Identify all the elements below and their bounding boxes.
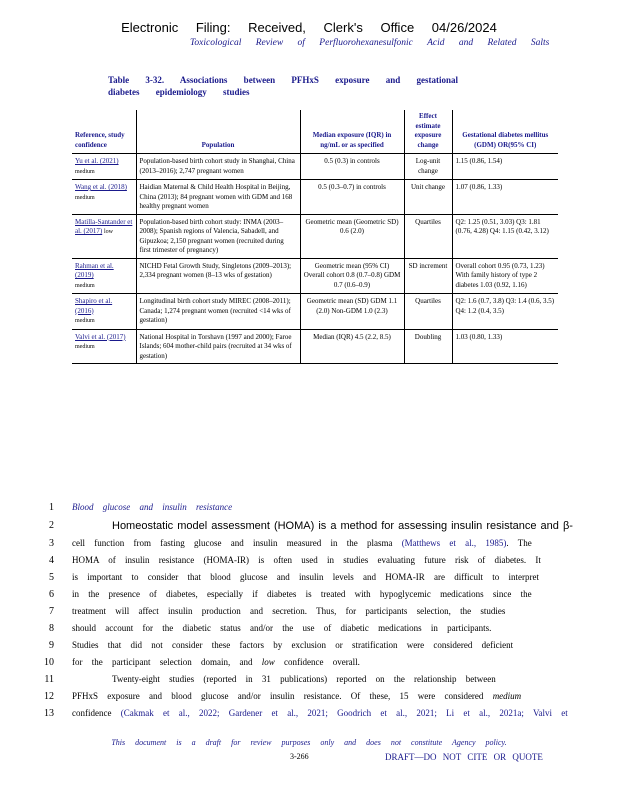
line-text: in the presence of diabetes, especially if diabetes is treated with hypoglycemic medications since the xyxy=(72,589,532,599)
line-text-part: PFHxS exposure and blood glucose and/or insulin resistance. Of these, 15 were considered xyxy=(72,691,484,701)
text-line xyxy=(40,674,580,688)
line-text: is important to consider that blood glucose and insulin levels and HOMA-IR are difficult to interpret xyxy=(72,572,540,582)
line-text-part: confidence overall. xyxy=(283,657,360,667)
table-row xyxy=(72,214,558,258)
confidence-label: medium xyxy=(75,282,95,289)
table-row xyxy=(72,294,558,330)
effect-cell: Log-unit change xyxy=(404,154,452,180)
line-text xyxy=(72,657,360,667)
text-line xyxy=(40,691,580,705)
header-effect: Effect estimate exposure change xyxy=(404,110,452,154)
line-number: 5 xyxy=(49,572,54,583)
reference-link[interactable]: Matilla-Santander et al. (2017) xyxy=(75,217,133,235)
table-caption: Table 3-32. Associations between PFHxS exposure and gestational diabetes epidemiology studies xyxy=(108,75,459,97)
line-number: 2 xyxy=(49,520,54,531)
line-text: Studies that did not consider these factors by exclusion or stratification were considered deficient xyxy=(72,640,514,650)
effect-cell: SD increment xyxy=(404,258,452,294)
reference-link[interactable]: Shapiro et al. (2016) xyxy=(75,297,113,315)
reference-link[interactable]: Valvi et al. (2017) xyxy=(75,332,126,341)
line-number: 7 xyxy=(49,606,54,617)
section-heading: Blood glucose and insulin resistance xyxy=(72,502,233,512)
effect-cell: Quartiles xyxy=(404,294,452,330)
line-number: 12 xyxy=(44,691,54,702)
line-text: should account for the diabetic status and/or the use of diabetic medications in participants. xyxy=(72,623,492,633)
gdm-cell: 1.03 (0.80, 1.33) xyxy=(452,329,558,364)
line-number: 10 xyxy=(44,657,54,668)
confidence-label: medium xyxy=(75,194,95,201)
line-number: 6 xyxy=(49,589,54,600)
text-line xyxy=(40,520,580,534)
line-text xyxy=(72,538,532,548)
draft-notice: DRAFT—DO NOT CITE OR QUOTE xyxy=(385,752,543,762)
population-cell: Longitudinal birth cohort study MIREC (2008–2011); Canada; 1,274 pregnant women (recruited <14 wks of gestation) xyxy=(136,294,300,330)
median-cell: Geometric mean (SD) GDM 1.1 (2.0) Non-GDM 1.0 (2.3) xyxy=(300,294,404,330)
header-median: Median exposure (IQR) in ng/mL or as specified xyxy=(300,110,404,154)
effect-cell: Unit change xyxy=(404,180,452,215)
median-cell: 0.5 (0.3) in controls xyxy=(300,154,404,180)
confidence-label: medium xyxy=(75,168,95,175)
header-gdm: Gestational diabetes mellitus (GDM) OR(95% CI) xyxy=(452,110,558,154)
text-line xyxy=(40,589,580,603)
line-number: 4 xyxy=(49,555,54,566)
population-cell: Haidian Maternal & Child Health Hospital in Beijing, China (2013); 84 pregnant women with GDM and 168 healthy pregnant women xyxy=(136,180,300,215)
line-number: 1 xyxy=(49,502,54,513)
line-text: treatment will affect insulin production and secretion. Thus, for participants selection, the studies xyxy=(72,606,506,616)
table-header-row xyxy=(72,110,558,154)
population-cell: National Hospital in Torshavn (1997 and 2000); Faroe Islands; 604 mother-child pairs (recruited at 34 wks of gestation) xyxy=(136,329,300,364)
confidence-label: low xyxy=(103,229,113,235)
line-number: 9 xyxy=(49,640,54,651)
gdm-cell: 1.07 (0.86, 1.33) xyxy=(452,180,558,215)
draft-disclaimer: This document is a draft for review purposes only and does not constitute Agency policy. xyxy=(111,738,507,747)
reference-link[interactable]: Yu et al. (2021) xyxy=(75,157,119,165)
confidence-label: medium xyxy=(75,318,95,324)
table-row xyxy=(72,329,558,364)
reference-link[interactable]: Wang et al. (2018) xyxy=(75,183,127,191)
population-cell: Population-based birth cohort study: INMA (2003–2008); Spanish regions of Valencia, Sabadell, and Gipuzkoa; 2,150 pregnant women (recruited during first trimester of pregnancy) xyxy=(136,214,300,258)
text-line xyxy=(40,555,580,569)
italic-word: low xyxy=(261,657,275,667)
text-line xyxy=(40,640,580,654)
table-row xyxy=(72,154,558,180)
associations-table xyxy=(72,110,558,364)
text-line xyxy=(40,708,580,722)
filing-stamp: Electronic Filing: Received, Clerk's Office 04/26/2024 xyxy=(121,20,497,35)
line-text-part: confidence xyxy=(72,708,112,718)
running-head: Toxicological Review of Perfluorohexanesulfonic Acid and Related Salts xyxy=(190,38,550,48)
gdm-cell: Overall cohort 0.95 (0.73, 1.23) With family history of type 2 diabetes 1.03 (0.92, 1.16) xyxy=(452,258,558,294)
median-cell: 0.5 (0.3–0.7) in controls xyxy=(300,180,404,215)
header-population: Population xyxy=(136,110,300,154)
citation-link[interactable]: (Matthews et al., 1985) xyxy=(401,538,507,548)
line-text: Homeostatic model assessment (HOMA) is a method for assessing insulin resistance and β- xyxy=(112,520,573,532)
text-line xyxy=(40,502,580,516)
confidence-label: medium xyxy=(75,344,95,350)
text-line xyxy=(40,572,580,586)
text-line xyxy=(40,538,580,552)
table-row xyxy=(72,258,558,294)
median-cell: Geometric mean (Geometric SD) 0.6 (2.0) xyxy=(300,214,404,258)
gdm-cell: Q2: 1.25 (0.51, 3.03) Q3: 1.81 (0.76, 4.28) Q4: 1.15 (0.42, 3.12) xyxy=(452,214,558,258)
median-cell: Geometric mean (95% CI) Overall cohort 0.8 (0.7–0.8) GDM 0.7 (0.6–0.9) xyxy=(300,258,404,294)
effect-cell: Quartiles xyxy=(404,214,452,258)
page-number: 3-266 xyxy=(290,752,309,761)
reference-link[interactable]: Rahman et al. (2019) xyxy=(75,261,114,279)
line-number: 13 xyxy=(44,708,54,719)
table-row xyxy=(72,180,558,215)
line-text xyxy=(72,691,521,701)
text-line xyxy=(40,606,580,620)
population-cell: Population-based birth cohort study in Shanghai, China (2013–2016); 2,747 pregnant women xyxy=(136,154,300,180)
gdm-cell: 1.15 (0.86, 1.54) xyxy=(452,154,558,180)
line-text: Twenty-eight studies (reported in 31 publications) reported on the relationship between xyxy=(112,674,496,684)
line-text xyxy=(72,708,568,718)
header-reference: Reference, study confidence xyxy=(72,110,136,154)
line-text-part: for the participant selection domain, and xyxy=(72,657,253,667)
line-text-part: . The xyxy=(506,538,532,548)
population-cell: NICHD Fetal Growth Study, Singletons (2009–2013); 2,334 pregnant women (8–13 wks of gestation) xyxy=(136,258,300,294)
line-text: HOMA of insulin resistance (HOMA-IR) is often used in studies evaluating future risk of diabetes. It xyxy=(72,555,541,565)
line-text-part: cell function from fasting glucose and insulin measured in the plasma xyxy=(72,538,393,548)
gdm-cell: Q2: 1.6 (0.7, 3.8) Q3: 1.4 (0.6, 3.5) Q4: 1.2 (0.4, 3.5) xyxy=(452,294,558,330)
text-line xyxy=(40,657,580,671)
median-cell: Median (IQR) 4.5 (2.2, 8.5) xyxy=(300,329,404,364)
effect-cell: Doubling xyxy=(404,329,452,364)
text-line xyxy=(40,623,580,637)
citation-link[interactable]: (Cakmak et al., 2022; Gardener et al., 2021; Goodrich et al., 2021; Li et al., 2021a; Valvi et xyxy=(120,708,568,718)
line-number: 8 xyxy=(49,623,54,634)
line-number: 3 xyxy=(49,538,54,549)
italic-word: medium xyxy=(492,691,522,701)
line-number: 11 xyxy=(44,674,54,685)
